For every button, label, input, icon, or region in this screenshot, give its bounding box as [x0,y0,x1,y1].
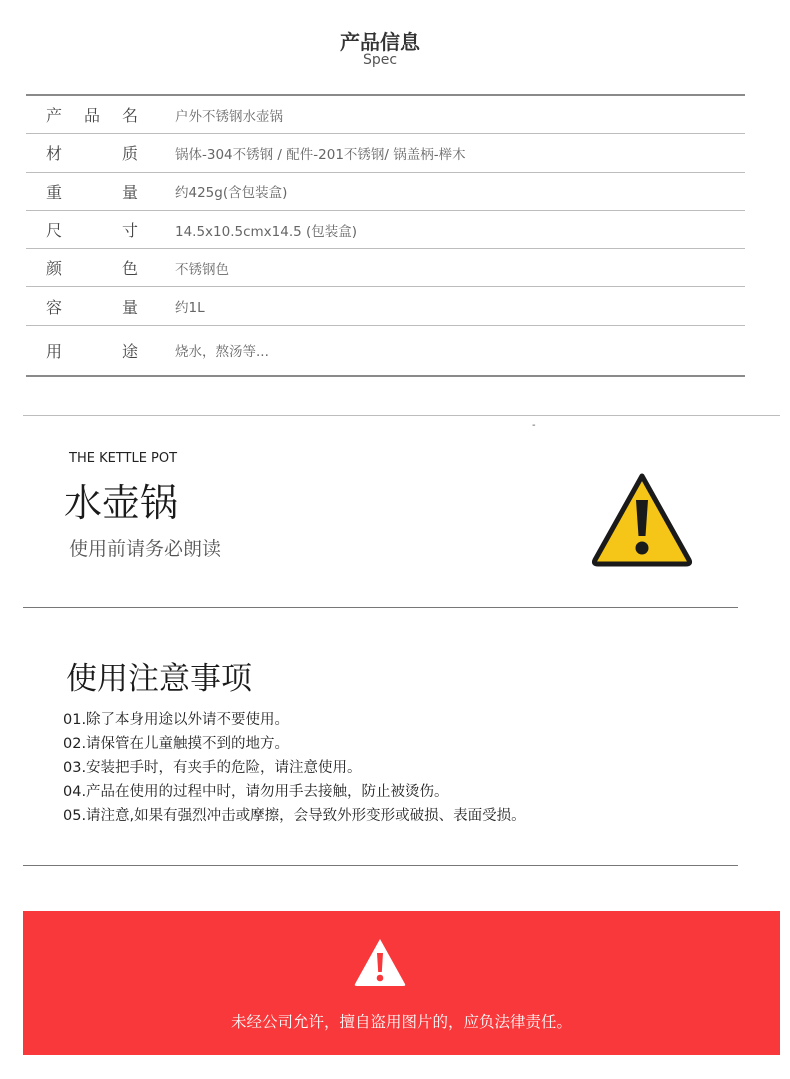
spec-value: 约425g(含包装盒) [175,185,288,202]
kettle-subtitle: 使用前请务必朗读 [69,538,222,560]
spec-row-weight [26,173,745,211]
spec-label [46,287,138,324]
spec-label-char: 容 [46,297,63,317]
notes-title: 使用注意事项 [66,661,252,697]
spec-label-char: 品 [83,106,100,126]
spec-label-char: 名 [121,106,138,126]
spec-value: 不锈钢色 [175,261,229,278]
list-item: 03.安装把手时，有夹手的危险，请注意使用。 [63,760,362,776]
list-item: 04.产品在使用的过程中时，请勿用手去接触，防止被烫伤。 [63,784,449,800]
copyright-notice: 未经公司允许，擅自盗用图片的，应负法律责任。 [230,1013,572,1031]
list-item: 02.请保管在儿童触摸不到的地方。 [63,736,290,752]
section-divider [23,415,780,416]
warning-triangle-icon [352,936,408,988]
kettle-chinese-title: 水壶锅 [64,481,179,525]
spec-row-color [26,249,745,287]
spec-label [46,96,138,133]
section-divider [23,607,738,608]
spec-row-name [26,96,745,134]
spec-label-char: 途 [121,341,138,361]
spec-subtitle: Spec [362,52,398,68]
notes-list [63,708,526,828]
spec-title: 产品信息 [340,30,420,54]
spec-label [46,134,138,171]
spec-label [46,249,138,286]
spec-label-char: 产 [46,106,63,126]
spec-label [46,173,138,210]
spec-label-char: 重 [46,182,63,202]
spec-label-char: 寸 [121,221,138,241]
spec-row-capacity [26,287,745,325]
spec-label [46,211,138,248]
spec-label-char: 材 [46,144,63,164]
list-item: 05.请注意,如果有强烈冲击或摩擦，会导致外形变形或破损、表面受损。 [63,808,526,824]
spec-label [46,326,138,375]
spec-row-material [26,134,745,172]
spec-label-char: 色 [121,259,138,279]
spec-row-usage [26,326,745,375]
spec-row-size [26,211,745,249]
spec-value: 约1L [175,300,205,317]
kettle-english-title: THE KETTLE POT [69,451,178,466]
spec-label-char: 质 [121,144,138,164]
spec-value: 烧水，熬汤等... [175,344,269,361]
spec-label-char: 量 [121,297,138,317]
spec-value: 户外不锈钢水壶锅 [175,108,283,125]
list-item: 01.除了本身用途以外请不要使用。 [63,712,290,728]
spec-value: 锅体-304不锈钢 / 配件-201不锈钢/ 锅盖柄-榉木 [175,146,466,163]
spec-value: 14.5x10.5cmx14.5 (包装盒) [175,223,358,240]
dash-mark: - [532,420,536,431]
spec-table [26,94,745,377]
spec-label-char: 用 [46,341,63,361]
section-divider [23,865,738,866]
spec-label-char: 颜 [46,259,63,279]
spec-label-char: 量 [121,182,138,202]
warning-triangle-icon [590,470,694,568]
spec-label-char: 尺 [46,221,63,241]
